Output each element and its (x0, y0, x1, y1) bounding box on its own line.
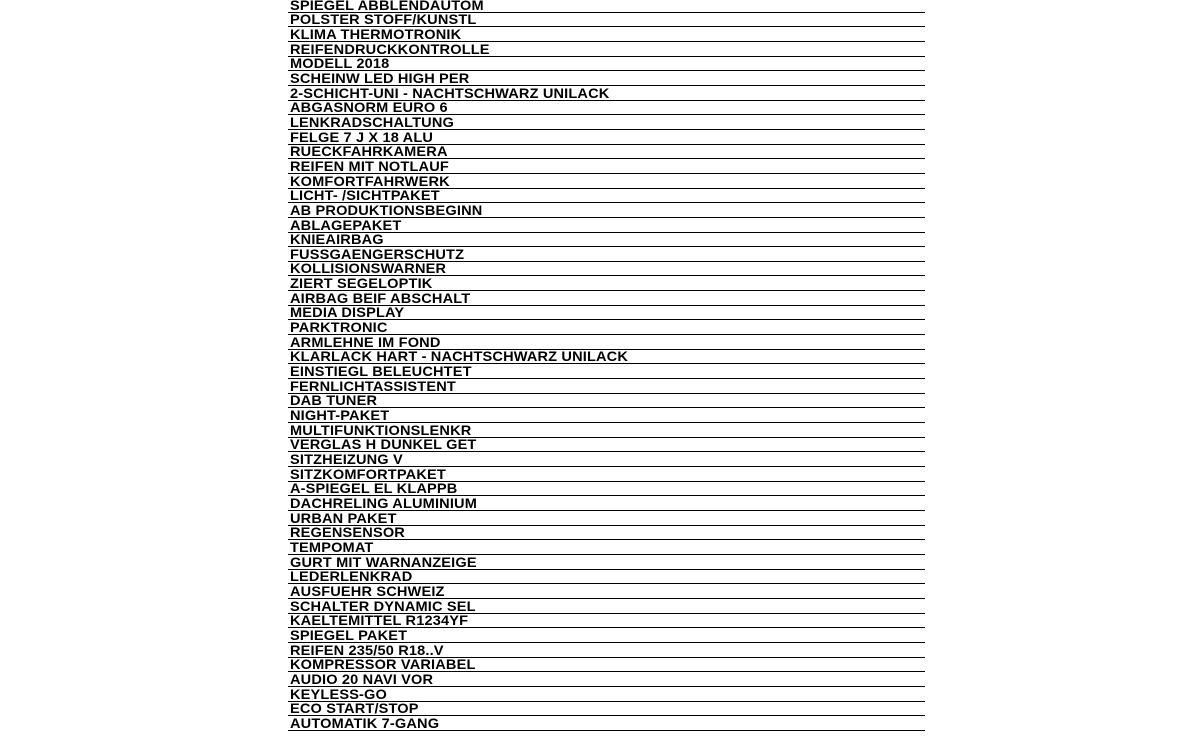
list-item-label: ZIERT SEGELOPTIK (290, 275, 433, 292)
equipment-list (288, 0, 925, 731)
list-item-label: 2-SCHICHT-UNI - NACHTSCHWARZ UNILACK (290, 84, 610, 101)
list-item (288, 526, 925, 541)
list-item-label: KOLLISIONSWARNER (290, 260, 447, 277)
list-item-label: AIRBAG BEIF ABSCHALT (290, 289, 471, 306)
list-item-label: LICHT- /SICHTPAKET (290, 187, 440, 204)
list-item-label: SCHEINW LED HIGH PER (290, 69, 470, 86)
list-item-label: AUTOMATIK 7-GANG (290, 714, 440, 731)
list-item-label: LEDERLENKRAD (290, 568, 413, 585)
list-item-label: SCHALTER DYNAMIC SEL (290, 597, 476, 614)
list-item-label: NIGHT-PAKET (290, 407, 390, 424)
list-item-label: FELGE 7 J X 18 ALU (290, 128, 434, 145)
list-item (288, 379, 925, 394)
list-item-label: KEYLESS-GO (290, 685, 388, 702)
list-item-label: KOMPRESSOR VARIABEL (290, 656, 476, 673)
list-item-label: REIFEN 235/50 R18..V (290, 641, 444, 658)
list-item-label: FUSSGAENGERSCHUTZ (290, 245, 465, 262)
list-item-label: SPIEGEL PAKET (290, 626, 408, 643)
list-item-label: AB PRODUKTIONSBEGINN (290, 201, 483, 218)
list-item-label: LENKRADSCHALTUNG (290, 113, 454, 130)
list-item-label: SPIEGEL ABBLENDAUTOM (290, 0, 484, 13)
list-item-label: ARMLEHNE IM FOND (290, 333, 441, 350)
list-item-label: MEDIA DISPLAY (290, 304, 405, 321)
list-item-label: FERNLICHTASSISTENT (290, 377, 456, 394)
list-item-label: KAELTEMITTEL R1234YF (290, 612, 469, 629)
list-item-label: DAB TUNER (290, 392, 378, 409)
list-item-label: KOMFORTFAHRWERK (290, 172, 450, 189)
list-item-label: URBAN PAKET (290, 509, 397, 526)
list-item-label: VERGLAS H DUNKEL GET (290, 436, 477, 453)
list-item-label: ABLAGEPAKET (290, 216, 402, 233)
list-item-label: PARKTRONIC (290, 319, 388, 336)
list-item-label: REGENSENSOR (290, 524, 405, 541)
list-item-label: KLIMA THERMOTRONIK (290, 25, 462, 42)
list-item (288, 716, 925, 731)
list-item-label: POLSTER STOFF/KUNSTL (290, 11, 477, 28)
list-item-label: KNIEAIRBAG (290, 231, 384, 248)
list-item-label: AUSFUEHR SCHWEIZ (290, 582, 445, 599)
list-item-label: GURT MIT WARNANZEIGE (290, 553, 477, 570)
list-item-label: AUDIO 20 NAVI VOR (290, 670, 434, 687)
list-item-label: REIFEN MIT NOTLAUF (290, 157, 449, 174)
list-item-label: ECO START/STOP (290, 700, 419, 717)
list-item-label: TEMPOMAT (290, 538, 374, 555)
list-item-label: MULTIFUNKTIONSLENKR (290, 421, 472, 438)
list-item-label: REIFENDRUCKKONTROLLE (290, 40, 490, 57)
list-item-label: EINSTIEGL BELEUCHTET (290, 363, 472, 380)
list-item-label: DACHRELING ALUMINIUM (290, 494, 478, 511)
list-item-label: KLARLACK HART - NACHTSCHWARZ UNILACK (290, 348, 629, 365)
list-item-label: SITZHEIZUNG V (290, 451, 403, 467)
list-item-label: SITZKOMFORTPAKET (290, 465, 446, 482)
list-item-label: A-SPIEGEL EL KLAPPB (290, 480, 458, 497)
list-item-label: MODELL 2018 (290, 55, 390, 72)
list-item-label: RUECKFAHRKAMERA (290, 143, 448, 160)
list-item-label: ABGASNORM EURO 6 (290, 99, 448, 116)
